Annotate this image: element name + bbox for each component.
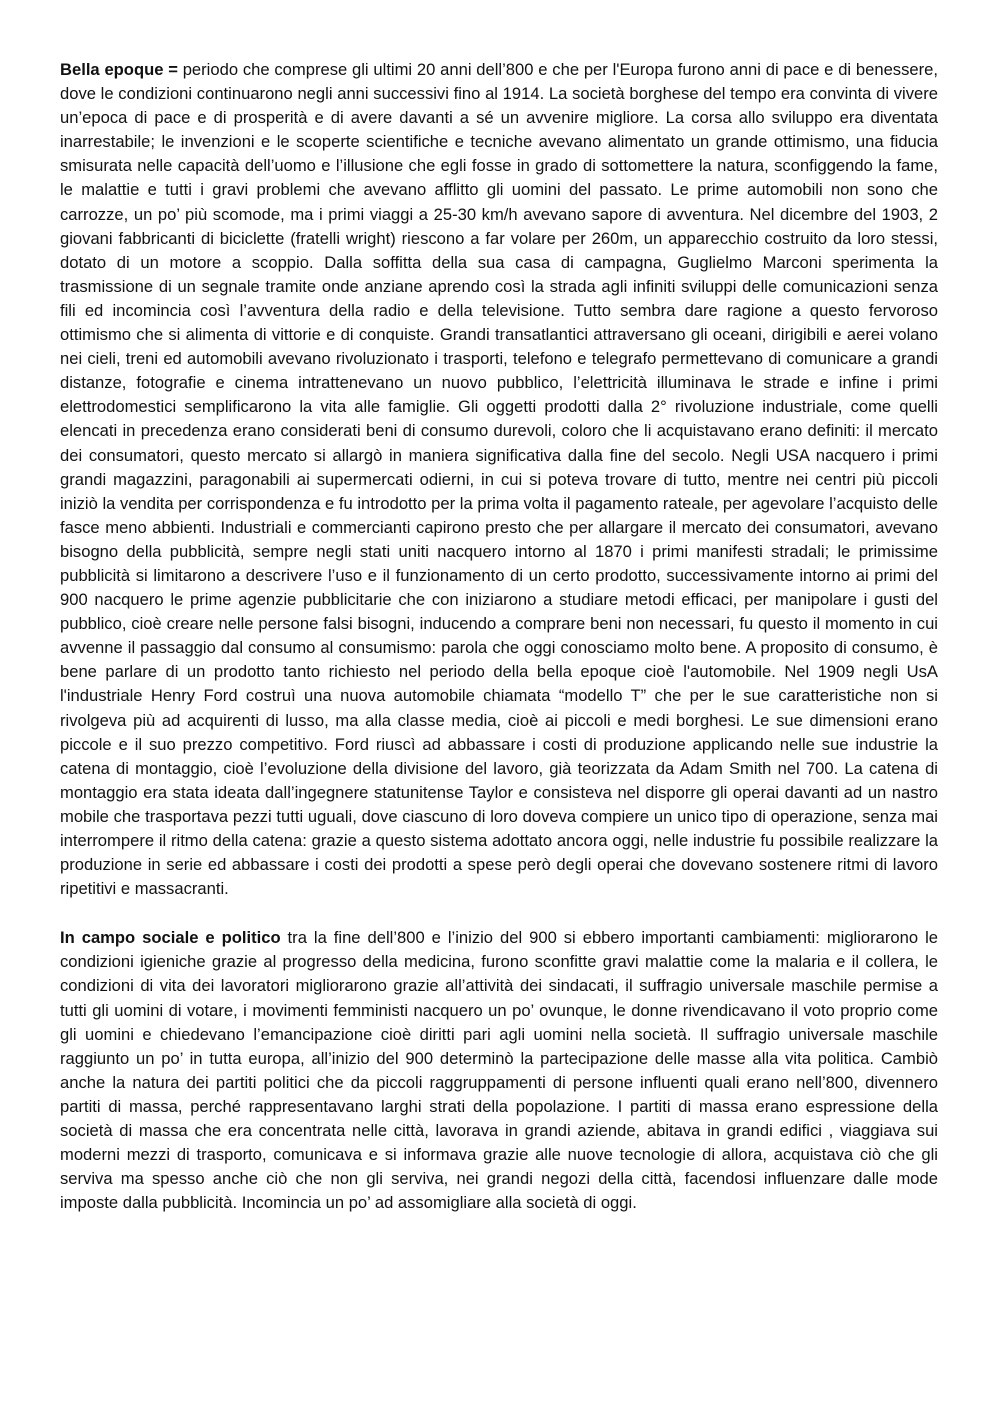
paragraph-body-campo-sociale: tra la fine dell’800 e l’inizio del 900 si ebbero importanti cambiamenti: migliorarono le condizioni igieniche grazie al progresso della medicina, furono sconfitte gravi malattie come la malaria e il collera, le condizioni di vita dei lavoratori migliorarono grazie all’attività dei sindacati, il suffragio universale maschile permise a tutti gli uomini di votare, i movimenti femministi nacquero un po’ ovunque, le donne rivendicavano il voto proprio come gli uomini e chiedevano l’emancipazione cioè diritti pari agli uomini nella società. Il suffragio universale maschile raggiunto un po’ in tutta europa, all’inizio del 900 determinò la partecipazione delle masse alla vita politica. Cambiò anche la natura dei partiti politici che da piccoli raggruppamenti di persone influenti quali erano nell’800, divennero partiti di massa, perché rappresentavano larghi strati della popolazione. I partiti di massa erano espressione della società di massa che era concentrata nelle città, lavorava in grandi aziende, abitava in grandi edifici , viaggiava sui moderni mezzi di trasporto, comunicava e si informava grazie alle nuove tecnologie di allora, acquistava ciò che gli serviva ma spesso anche ciò che non gli serviva, nei grandi negozi della città, facendosi influenzare dalle mode imposte dalla pubblicità. Incomincia un po’ ad assomigliare alla società di oggi. — [60, 928, 939, 1213]
document-page — [60, 58, 938, 1215]
paragraph-bella-epoque — [60, 58, 938, 901]
paragraph-campo-sociale — [60, 926, 938, 1215]
paragraph-body-bella-epoque: periodo che comprese gli ultimi 20 anni dell’800 e che per l'Europa furono anni di pace e di benessere, dove le condizioni continuarono negli anni successivi fino al 1914. La società borghese del tempo era convinta di vivere un’epoca di pace e di prosperità e di avere davanti a sé un avvenire migliore. La corsa allo sviluppo era diventata inarrestabile; le invenzioni e le scoperte scientifiche e tecniche avevano alimentato un grande ottimismo, una fiducia smisurata nelle capacità dell’uomo e l’illusione che egli fosse in grado di sottomettere la natura, sconfiggendo la fame, le malattie e tutti i gravi problemi che avevano afflitto gli uomini del passato. Le prime automobili non sono che carrozze, un po’ più scomode, ma i primi viaggi a 25-30 km/h avevano sapore di avventura. Nel dicembre del 1903, 2 giovani fabbricanti di biciclette (fratelli wright) riescono a far volare per 260m, un apparecchio costruito da loro stessi, dotato di un motore a scoppio. Dalla soffitta della sua casa di campagna, Guglielmo Marconi sperimenta la trasmissione di un segnale tramite onde anziane aprendo così la strada agli infiniti sviluppi delle comunicazioni senza fili ed incomincia così l’avventura della radio e della televisione. Tutto sembra dare ragione a questo fervoroso ottimismo che si alimenta di vittorie e di conquiste. Grandi transatlantici attraversano gli oceani, dirigibili e aerei volano nei cieli, treni ed automobili avevano rivoluzionato i trasporti, telefono e telegrafo permettevano di comunicare a grandi distanze, fotografie e cinema intrattenevano un nuovo pubblico, l’elettricità illuminava le strade e infine i primi elettrodomestici semplificarono la vita alle famiglie. Gli oggetti prodotti dalla 2° rivoluzione industriale, come quelli elencati in precedenza erano considerati beni di consumo durevoli, coloro che li acquistavano erano definiti: il mercato dei consumatori, questo mercato si allargò in maniera significativa dalla fine del secolo. Negli USA nacquero i primi grandi magazzini, paragonabili ai supermercati odierni, in cui si poteva trovare di tutto, mentre nei centri più piccoli iniziò la vendita per corrispondenza e fu introdotto per la prima volta il pagamento rateale, per agevolare l’acquisto delle fasce meno abbienti. Industriali e commercianti capirono presto che per allargare il mercato dei consumatori, avevano bisogno della pubblicità, sempre negli stati uniti nacquero intorno al 1870 i primi manifesti stradali; le primissime pubblicità si limitarono a descrivere l’uso e il funzionamento di un certo prodotto, successivamente intorno ai primi del 900 nacquero le prime agenzie pubblicitarie che con iniziarono a studiare metodi efficaci, per manipolare i gusti del pubblico, cioè creare nelle persone falsi bisogni, inducendo a comprare beni non necessari, fu questo il momento in cui avvenne il passaggio dal consumo al consumismo: parola che oggi conosciamo molto bene. A proposito di consumo, è bene parlare di un prodotto tanto richiesto nel periodo della bella epoque cioè l'automobile. Nel 1909 negli UsA l'industriale Henry Ford costruì una nuova automobile chiamata “modello T” che per le sue caratteristiche non si rivolgeva più ad acquirenti di lusso, ma alla classe media, cioè ai piccoli e medi borghesi. Le sue dimensioni erano piccole e il suo prezzo competitivo. Ford riuscì ad abbassare i costi di produzione applicando nelle sue industrie la catena di montaggio, cioè l’evoluzione della divisione del lavoro, già teorizzata da Adam Smith nel 700. La catena di montaggio era stata ideata dall’ingegnere statunitense Taylor e consisteva nel disporre gli operai davanti ad un nastro mobile che trasportava pezzi tutti uguali, dove ciascuno di loro doveva compiere un unico tipo di operazione, senza mai interrompere il ritmo della catena: grazie a questo sistema adottato ancora oggi, nelle industrie fu possibile realizzare la produzione in serie ed abbassare i costi dei prodotti a spese però degli operai che dovevano sostenere ritmi di lavoro ripetitivi e massacranti. — [60, 60, 938, 899]
paragraph-heading-bella-epoque: Bella epoque = — [60, 60, 178, 79]
paragraph-spacer — [60, 901, 938, 926]
paragraph-heading-campo-sociale: In campo sociale e politico — [60, 928, 281, 948]
